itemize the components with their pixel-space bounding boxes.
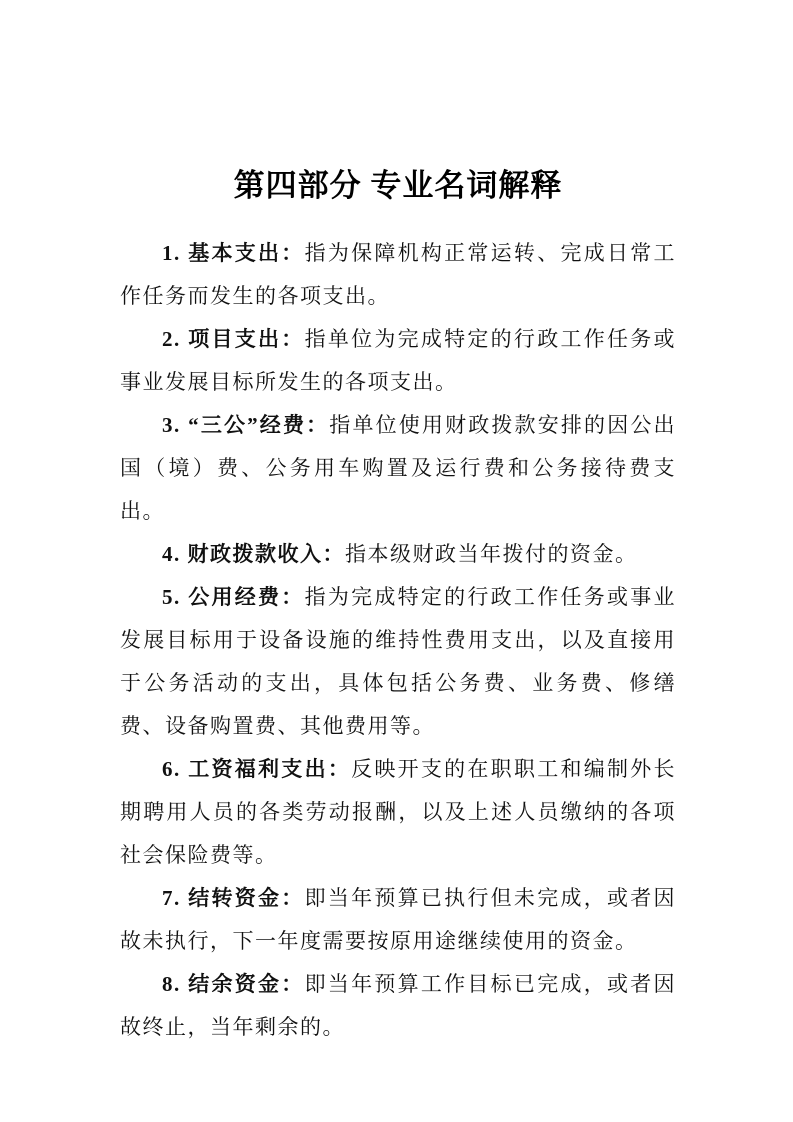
term-definition: 指单位使用财政拨款安排的因公出国（境）费、公务用车购置及运行费和公务接待费支出。 xyxy=(120,413,677,523)
definition-item-6 xyxy=(120,748,676,877)
term-label: 3. “三公”经费： xyxy=(162,413,330,437)
definition-item-3 xyxy=(120,404,676,533)
term-definition: 即当年预算已执行但未完成，或者因故未执行，下一年度需要按原用途继续使用的资金。 xyxy=(120,886,677,953)
term-label: 5. 公用经费： xyxy=(162,585,305,609)
term-label: 6. 工资福利支出： xyxy=(162,757,352,781)
definition-item-1 xyxy=(120,232,676,318)
term-label: 8. 结余资金： xyxy=(162,972,305,996)
term-definition: 指为保障机构正常运转、完成日常工作任务而发生的各项支出。 xyxy=(120,241,677,308)
definition-item-7 xyxy=(120,877,676,963)
term-label: 2. 项目支出： xyxy=(162,327,305,351)
definition-item-4 xyxy=(120,533,676,576)
definition-item-8 xyxy=(120,963,676,1049)
term-label: 7. 结转资金： xyxy=(162,886,305,910)
term-label: 4. 财政拨款收入： xyxy=(162,542,345,566)
term-definition: 即当年预算工作目标已完成，或者因故终止，当年剩余的。 xyxy=(120,972,677,1039)
term-definition: 指单位为完成特定的行政工作任务或事业发展目标所发生的各项支出。 xyxy=(120,327,677,394)
term-definition: 反映开支的在职职工和编制外长期聘用人员的各类劳动报酬，以及上述人员缴纳的各项社会保险费等。 xyxy=(120,757,677,867)
definition-item-2 xyxy=(120,318,676,404)
term-label: 1. 基本支出： xyxy=(162,241,305,265)
definition-item-5 xyxy=(120,576,676,748)
term-definition: 指本级财政当年拨付的资金。 xyxy=(345,542,638,566)
page-title: 第四部分 专业名词解释 xyxy=(233,168,563,203)
term-definition: 指为完成特定的行政工作任务或事业发展目标用于设备设施的维持性费用支出，以及直接用于公务活动的支出，具体包括公务费、业务费、修缮费、设备购置费、其他费用等。 xyxy=(120,585,677,738)
